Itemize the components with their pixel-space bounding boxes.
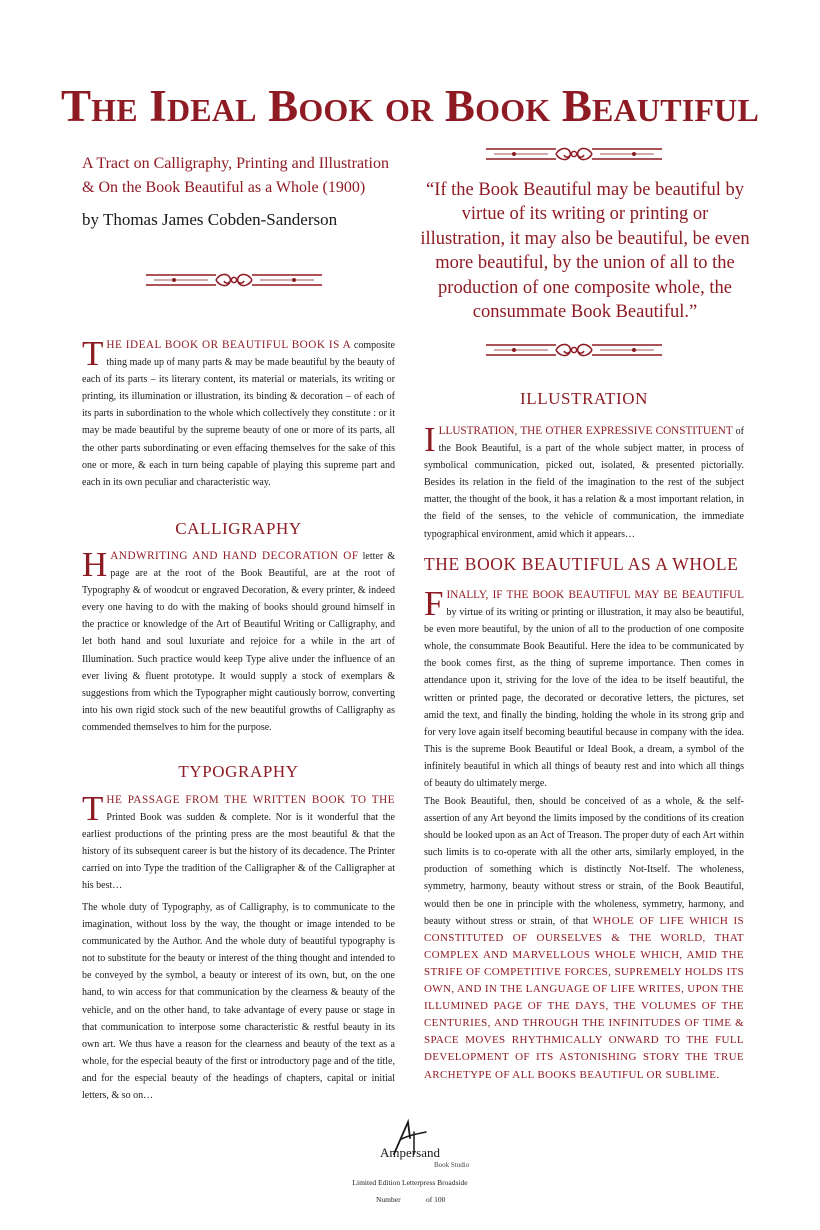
ornament-divider-icon	[146, 272, 322, 288]
section-heading-illustration: ILLUSTRATION	[519, 389, 649, 408]
page-title: The Ideal Book or Book Beautiful	[60, 81, 760, 131]
drop-cap: I	[424, 420, 436, 459]
drop-cap: T	[82, 334, 104, 373]
paragraph-body: letter & page are at the root of the Book Beautiful, are at the root of Typography & of woodcut or engraved Decoration, & every printer, & indeed every one having to do with the making of books should ground himself in the practice or knowledge of the Art of Beautiful Writing or Calligraphy, and let both hand and soul luxuriate and rejoice for a while in the art of Illumination. Such practice would keep Type alive under the influence of an ever living & fluent prototype. It would supply a stock of exemplars & suggestions from which the Typographer might cautiously borrow, converting into his own rigid stock such of the new beautiful growths of Calligraphy as commended themselves to him for the purpose.	[82, 551, 395, 733]
section-heading-typography: TYPOGRAPHY	[178, 762, 299, 781]
subtitle	[82, 152, 412, 200]
paragraph-body: Printed Book was sudden & complete. Nor is it wonderful that the earliest productions of the printing press are the most beautiful & that the history of its subsequent career is but the history of its decadence. The Printer carried on into Type the tradition of the Calligrapher & of the Calligrapher at his best…	[82, 812, 395, 892]
paragraph-body: of the Book Beautiful, is a part of the whole subject matter, in process of symbolical communication, picked out, isolated, & presented pictorially. Besides its relation in the field of the imagination to the rest of the subject matter, the thought of the book, it has a relation & a most important relation, in the field of the senses, to the vehicle of communication, the immediate typographical environment, amid which it appears…	[424, 426, 744, 540]
edition-note: Limited Edition Letterpress Broadside	[352, 1178, 468, 1187]
drop-cap: H	[82, 545, 108, 584]
lead-in: HE PASSAGE FROM THE WRITTEN BOOK TO THE	[106, 794, 395, 806]
pull-quote: “If the Book Beautiful may be beautiful by virtue of its writing or printing or illustration, it may also be beautiful, be even more beautiful, by the union of all to the production of one composite whole, the consummate Book Beautiful.”	[420, 180, 750, 323]
subtitle-line-2: & On the Book Beautiful as a Whole (1900)	[82, 179, 366, 196]
paragraph-body: composite thing made up of many parts & may be made beautiful by the beauty of each of its parts – its literary content, its material or materials, its writing or printing, its illumination or illustration, its binding & decoration – of each of its parts in subordination to the whole which collectively they constitute : or it may be made beautiful by the supreme beauty of one or more of its parts, all the other parts subordinating or even effacing themselves for the sake of this one or more, & each in turn being capable of playing this supreme part and each in its own peculiar and characteristic way.	[82, 340, 395, 488]
section-heading-whole: THE BOOK BEAUTIFUL AS A WHOLE	[424, 554, 739, 574]
subtitle-line-1: A Tract on Calligraphy, Printing and Illustration	[82, 155, 389, 172]
studio-name: Ampersand	[380, 1145, 440, 1160]
drop-cap: F	[424, 584, 444, 623]
illustration-paragraph	[424, 420, 744, 543]
lead-in: ANDWRITING AND HAND DECORATION OF	[110, 550, 359, 562]
whole-paragraph-2	[424, 793, 744, 1084]
lead-in: HE IDEAL BOOK OR BEAUTIFUL BOOK IS A	[106, 339, 352, 351]
typography-paragraph	[82, 789, 395, 895]
paragraph-body: by virtue of its writing or printing or illustration, it may also be beautiful, be even more beautiful, by the union of all to the production of one composite whole, the consummate Book Beautiful. Here the idea to be communicated by the book comes first, as the thing of supreme importance. Then comes in attendance upon it, striving for the love of the idea to be itself beautiful, the written or printed page, the decorated or decorative letters, the pictures, set amid the text, and finally the binding, holding the whole in its strong grip and for very love again itself becoming beautiful because in company with the idea. This is the supreme Book Beautiful or Ideal Book, a dream, a symbol of the infinitely beautiful in which all things of beauty rest and into which all things of beauty do ultimately merge.	[424, 607, 744, 790]
studio-subtitle: Book Studio	[434, 1161, 470, 1169]
paragraph-body: The Book Beautiful, then, should be conceived of as a whole, & the self-assertion of any Art beyond the limits imposed by the conditions of its creation should be looked upon as an Act of Treason. The proper duty of each Art within such limits is to co-operate with all the other arts, similarly employed, in the production of something which is distinctly Not-Itself. The wholeness, symmetry, harmony, beauty without stress or strain, of the Book Beautiful, would then be one in principle with the wholeness, symmetry, harmony, and beauty without stress or strain, of that	[424, 796, 744, 927]
closing-emphasis: WHOLE OF LIFE WHICH IS CONSTITUTED OF OURSELVES & THE WORLD, THAT COMPLEX AND MARVELLOUS WHOLE WHICH, AMID THE STRIFE OF COMPETITIVE FORCES, SUPREMELY HOLDS ITS OWN, AND IN THE LANGUAGE OF LIFE WRITES, UPON THE ILLUMINED PAGE OF THE DAYS, THE VOLUMES OF THE CENTURIES, AND THROUGH THE INFINITUDES OF TIME & SPACE MOVES RHYTHMICALLY ONWARD TO THE FULL DEVELOPMENT OF ITS ASTONISHING STORY THE TRUE ARCHETYPE OF ALL BOOKS BEAUTIFUL OR SUBLIME.	[424, 914, 744, 1081]
whole-paragraph	[424, 584, 744, 792]
section-heading-calligraphy: CALLIGRAPHY	[175, 519, 302, 538]
lead-in: LLUSTRATION, THE OTHER EXPRESSIVE CONSTITUENT	[438, 425, 733, 437]
ornament-divider-icon	[486, 146, 662, 162]
drop-cap: T	[82, 789, 104, 828]
ornament-divider-icon	[486, 342, 662, 358]
lead-in: INALLY, IF THE BOOK BEAUTIFUL MAY BE BEAUTIFUL	[446, 589, 744, 601]
intro-paragraph	[82, 334, 395, 491]
author-byline: by Thomas James Cobden-Sanderson	[82, 210, 338, 229]
of-total-label: of 100	[426, 1195, 446, 1204]
calligraphy-paragraph	[82, 545, 395, 736]
typography-paragraph-2: The whole duty of Typography, as of Calligraphy, is to communicate to the imagination, without loss by the way, the thought or image intended to be communicated by the Author. And the whole duty of beautiful typography is not to substitute for the beauty or interest of the thing thought and intended to be conveyed by the symbol, a beauty or interest of its own, but, on the one hand, to win access for that communication by the clearness & beauty of the vehicle, and on the other hand, to take advantage of every pause or stage in that communication to interpose some characteristic & restful beauty in its own art. We thus have a reason for the clearness and beauty of the text as a whole, for the especial beauty of the first or introductory page and of the title, and for the especial beauty of the headings of chapters, capital or initial letters, & so on…	[82, 902, 395, 1102]
number-label: Number	[376, 1195, 401, 1204]
